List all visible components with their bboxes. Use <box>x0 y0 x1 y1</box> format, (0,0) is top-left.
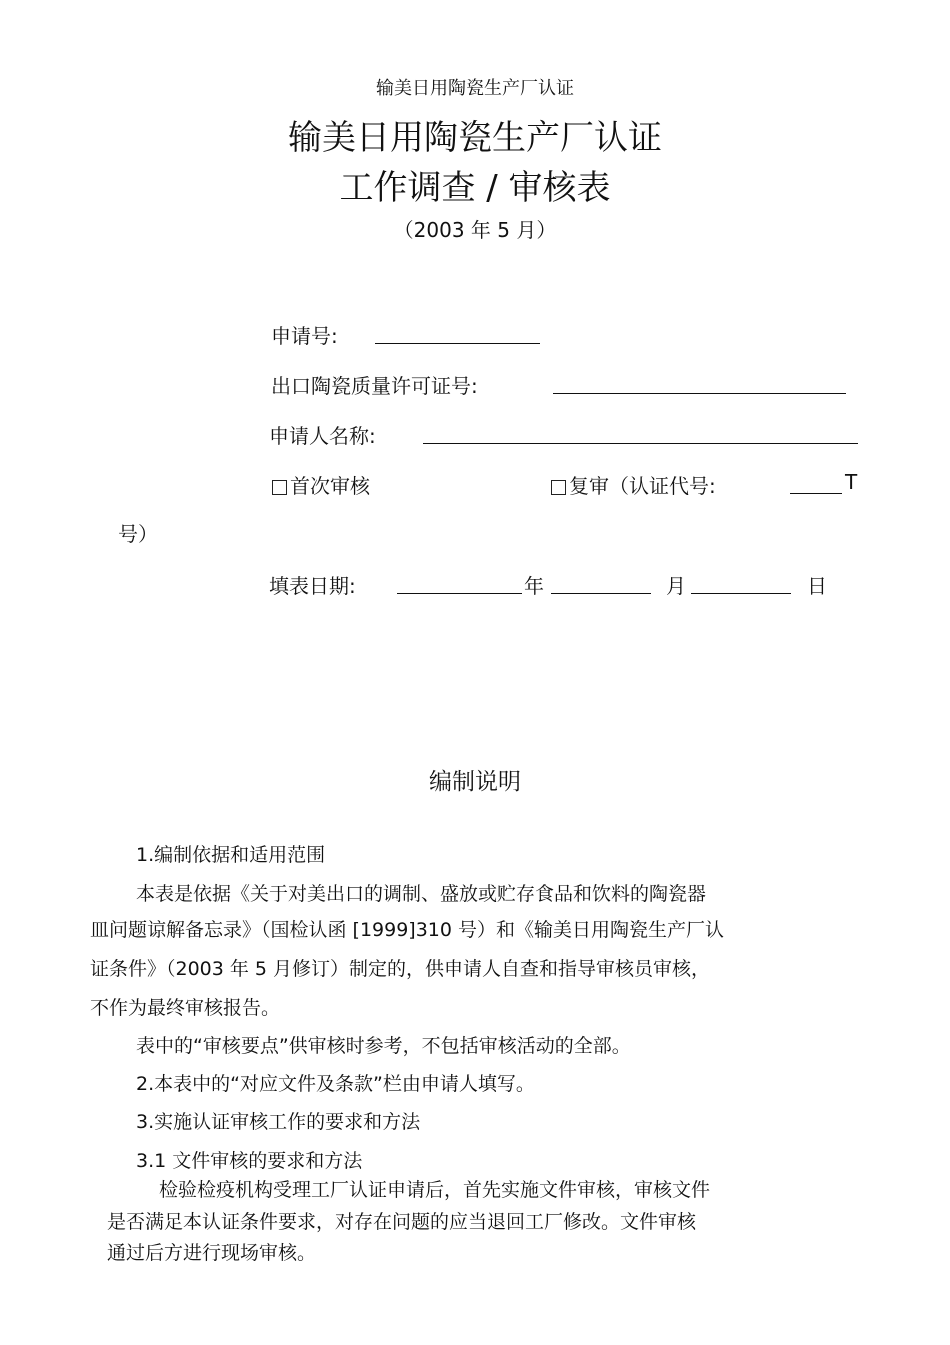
section-3-title: 3.实施认证审核工作的要求和方法 <box>136 1111 421 1133</box>
section-3-1-line: 通过后方进行现场审核。 <box>107 1242 317 1264</box>
first-review-option[interactable] <box>272 470 370 499</box>
year-label: 年 <box>524 574 544 598</box>
document-title: 输美日用陶瓷生产厂认证 <box>288 118 662 158</box>
fill-year-field[interactable] <box>397 593 522 594</box>
section-3-1-line: 是否满足本认证条件要求，对存在问题的应当退回工厂修改。文件审核 <box>107 1211 697 1233</box>
first-review-label: 首次审核 <box>290 474 370 498</box>
date-note: （2003 年 5 月） <box>393 218 557 242</box>
section-3-1-title: 3.1 文件审核的要求和方法 <box>136 1150 363 1172</box>
section-1-paragraph-line: 证条件》（2003 年 5 月修订）制定的，供申请人自查和指导审核员审核， <box>90 958 711 980</box>
re-review-checkbox[interactable] <box>551 480 566 495</box>
application-no-field[interactable] <box>375 343 540 344</box>
re-review-close: 号） <box>118 522 158 546</box>
instructions-heading: 编制说明 <box>429 769 521 795</box>
section-2: 2.本表中的“对应文件及条款”栏由申请人填写。 <box>136 1073 535 1095</box>
re-review-label: 复审（认证代号: <box>569 474 716 498</box>
re-review-option[interactable] <box>551 470 716 499</box>
section-1-title: 1.编制依据和适用范围 <box>136 844 326 866</box>
month-label: 月 <box>666 574 686 598</box>
applicant-name-label: 申请人名称: <box>269 424 376 448</box>
fill-month-field[interactable] <box>551 593 651 594</box>
re-review-suffix: T <box>845 470 858 494</box>
document-subtitle: 工作调查 / 审核表 <box>339 168 611 208</box>
section-3-1-line: 检验检疫机构受理工厂认证申请后，首先实施文件审核，审核文件 <box>159 1179 711 1201</box>
section-1-note: 表中的“审核要点”供审核时参考，不包括审核活动的全部。 <box>136 1035 631 1057</box>
application-no-label: 申请号: <box>271 324 338 348</box>
day-label: 日 <box>807 574 827 598</box>
first-review-checkbox[interactable] <box>272 480 287 495</box>
export-license-field[interactable] <box>553 393 846 394</box>
export-license-label: 出口陶瓷质量许可证号: <box>271 374 478 398</box>
section-1-paragraph-line: 不作为最终审核报告。 <box>90 997 281 1019</box>
applicant-name-field[interactable] <box>423 443 858 444</box>
running-title: 输美日用陶瓷生产厂认证 <box>376 78 574 99</box>
certification-code-field[interactable] <box>790 493 842 494</box>
fill-date-label: 填表日期: <box>269 574 356 598</box>
section-1-paragraph-line: 皿问题谅解备忘录》（国检认函 [1999]310 号）和《输美日用陶瓷生产厂认 <box>90 919 725 941</box>
fill-day-field[interactable] <box>691 593 791 594</box>
section-1-paragraph-line: 本表是依据《关于对美出口的调制、盛放或贮存食品和饮料的陶瓷器 <box>136 883 707 905</box>
